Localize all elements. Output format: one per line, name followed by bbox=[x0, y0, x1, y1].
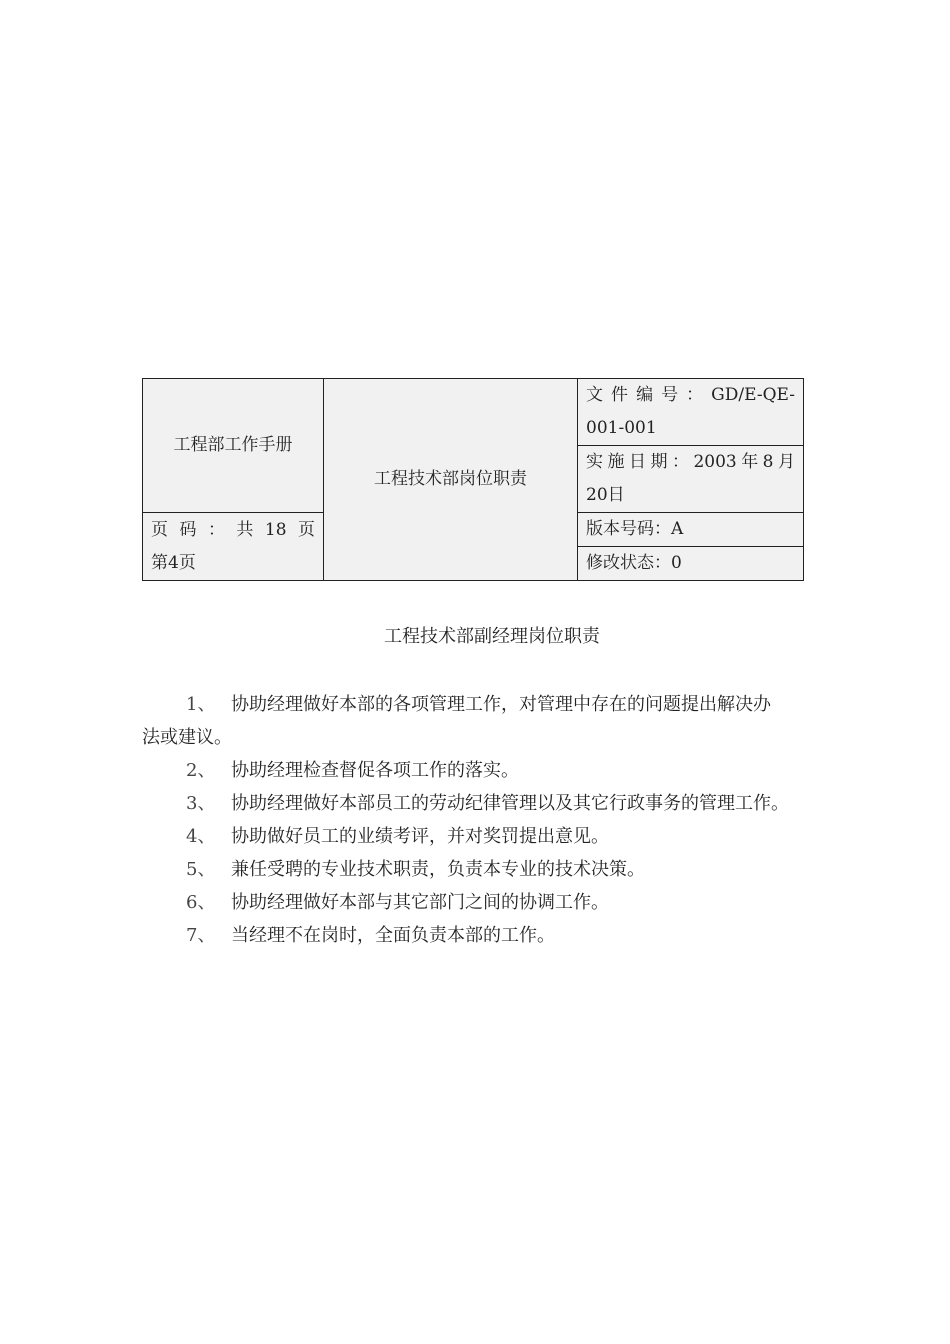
duty-item bbox=[142, 820, 832, 853]
duty-item bbox=[142, 853, 832, 886]
duty-item bbox=[142, 787, 832, 820]
duty-text: 当经理不在岗时，全面负责本部的工作。 bbox=[231, 925, 555, 946]
implementation-date-line2: 20日 bbox=[586, 485, 625, 505]
document-header-table bbox=[142, 378, 804, 581]
duty-text: 协助经理检查督促各项工作的落实。 bbox=[231, 760, 519, 781]
duty-number: 6、 bbox=[186, 892, 216, 913]
version-number: 版本号码：A bbox=[586, 519, 684, 539]
duty-list bbox=[142, 688, 832, 952]
page-count-cell bbox=[143, 513, 324, 581]
revision-cell bbox=[578, 547, 804, 581]
file-number-line1: 文件编号：GD/E-QE- bbox=[586, 385, 795, 405]
version-cell bbox=[578, 513, 804, 547]
manual-title: 工程部工作手册 bbox=[173, 435, 293, 455]
page-count-line1: 页码：共18页 bbox=[151, 519, 315, 540]
duty-text: 协助做好员工的业绩考评，并对奖罚提出意见。 bbox=[231, 826, 609, 847]
duty-text-continued: 法或建议。 bbox=[142, 727, 232, 748]
doc-title: 工程技术部岗位职责 bbox=[374, 469, 527, 489]
duty-item bbox=[142, 919, 832, 952]
duty-number: 7、 bbox=[186, 925, 216, 946]
page-count-line2: 第4页 bbox=[151, 552, 196, 573]
duty-text: 兼任受聘的专业技术职责，负责本专业的技术决策。 bbox=[231, 859, 645, 880]
manual-title-cell bbox=[143, 379, 324, 513]
duty-text: 协助经理做好本部与其它部门之间的协调工作。 bbox=[231, 892, 609, 913]
doc-title-cell bbox=[324, 379, 578, 581]
duty-item bbox=[142, 688, 832, 754]
file-number-cell bbox=[578, 379, 804, 446]
file-number-line2: 001-001 bbox=[586, 418, 657, 438]
duty-text: 协助经理做好本部的各项管理工作，对管理中存在的问题提出解决办 bbox=[231, 694, 771, 715]
duty-number: 2、 bbox=[186, 760, 216, 781]
implementation-date-cell bbox=[578, 446, 804, 513]
section-title: 工程技术部副经理岗位职责 bbox=[384, 626, 600, 647]
implementation-date-line1: 实施日期：2003年8月 bbox=[586, 452, 795, 472]
revision-status: 修改状态：0 bbox=[586, 553, 682, 573]
duty-item bbox=[142, 754, 832, 787]
duty-number: 4、 bbox=[186, 826, 216, 847]
duty-number: 1、 bbox=[186, 694, 216, 715]
duty-item bbox=[142, 886, 832, 919]
duty-text: 协助经理做好本部员工的劳动纪律管理以及其它行政事务的管理工作。 bbox=[231, 793, 789, 814]
duty-number: 3、 bbox=[186, 793, 216, 814]
duty-number: 5、 bbox=[186, 859, 216, 880]
